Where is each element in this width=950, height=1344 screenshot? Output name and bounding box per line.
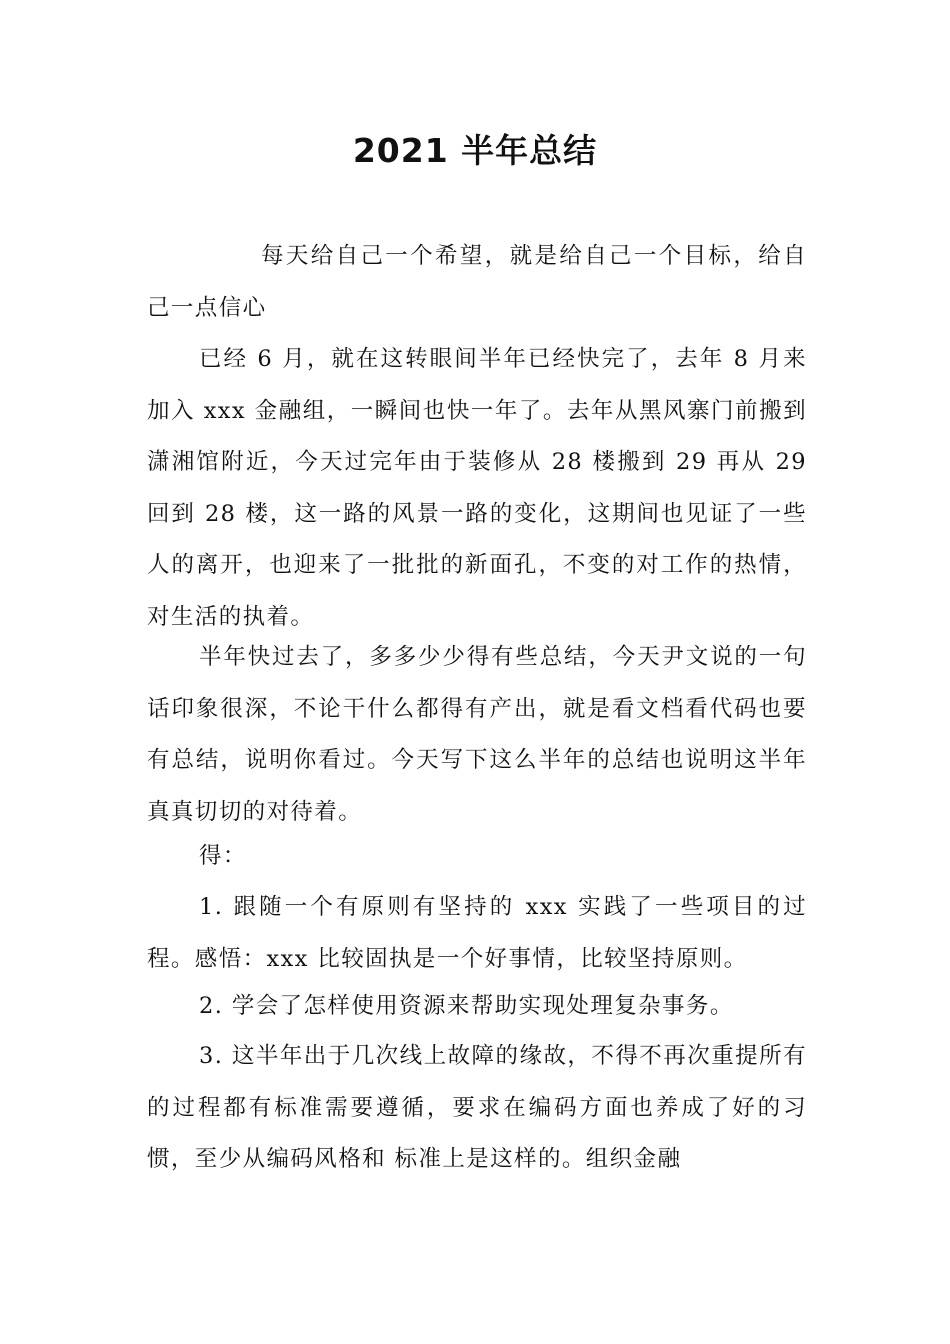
list-item-2: 2. 学会了怎样使用资源来帮助实现处理复杂事务。 (199, 993, 734, 1019)
list-item-3: 3. 这半年出于几次线上故障的缘故，不得不再次重提所有的过程都有标准需要遵循，要求在编码方面也养成了好的习惯，至少从编码风格和 标准上是这样的。组织金融 (147, 1043, 807, 1172)
paragraph-summary: 半年快过去了，多多少少得有些总结，今天尹文说的一句话印象很深，不论干什么都得有产出，就是看文档看代码也要有总结，说明你看过。今天写下这么半年的总结也说明这半年真真切切的对待着。 (147, 644, 807, 825)
paragraph-motto: 每天给自己一个希望，就是给自己一个目标，给自己一点信心 (147, 243, 807, 321)
paragraph-gains-heading: 得： (199, 843, 247, 869)
document-title: 2021 半年总结 (352, 131, 598, 170)
paragraph-intro: 已经 6 月，就在这转眼间半年已经快完了，去年 8 月来加入 xxx 金融组，一瞬间也快一年了。去年从黑风寨门前搬到潇湘馆附近，今天过完年由于装修从 28 楼搬到 29 再从 29 回到 28 楼，这一路的风景一路的变化，这期间也见证了一些人的离开，也迎来了一批批的新面孔，不变的对工作的热情，对生活的执着。 (147, 346, 807, 630)
list-item-1: 1. 跟随一个有原则有坚持的 xxx 实践了一些项目的过程。感悟：xxx 比较固执是一个好事情，比较坚持原则。 (147, 894, 807, 972)
